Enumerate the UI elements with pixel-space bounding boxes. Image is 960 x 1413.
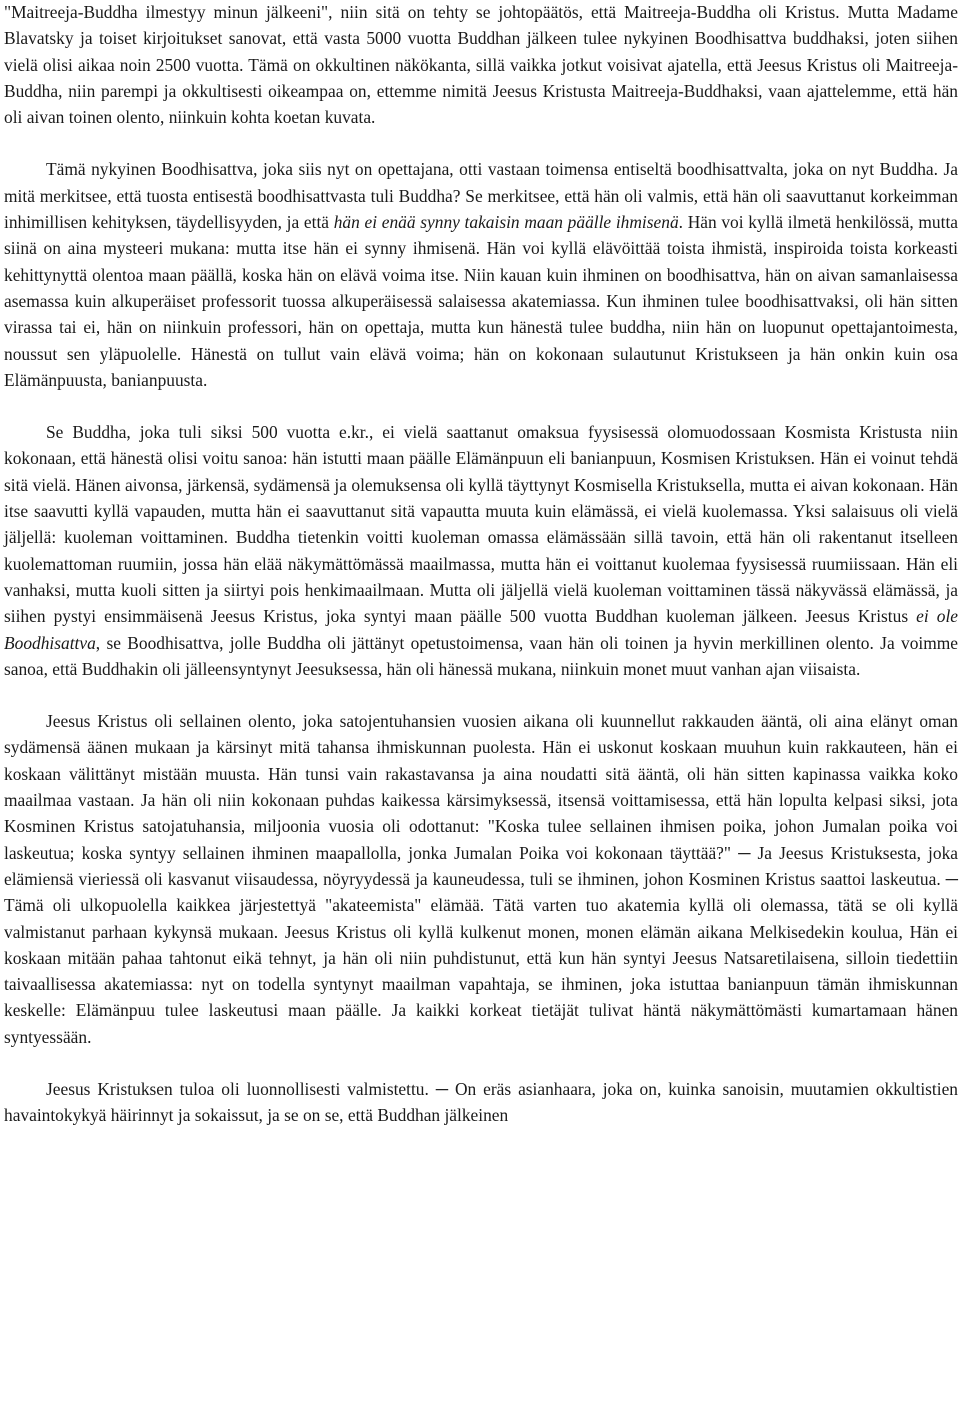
paragraph-3-text-b: , se Boodhisattva, jolle Buddha oli jättänyt opetustoimensa, vaan hän oli toinen ja hyvin merkillinen olento. Ja voimme sanoa, että Buddhakin oli jälleensyntynyt Jeesuksessa, hän oli hänessä mukana, niinkuin monet muut vanhan ajan viisaista.: [4, 632, 958, 679]
paragraph-2-text-a: Tämä nykyinen Boodhisattva, joka siis nyt on opettajana, otti vastaan toimensa entiseltä boodhisattvalta, joka on nyt Buddha. Ja mitä merkitsee, että tuosta entisestä boodhisattvasta tuli Buddha? Se merkitsee, että hän oli valmis, että hän oli saavuttanut korkeimman inhimillisen kehityksen, täydellisyyden, ja että: [4, 159, 958, 233]
paragraph-3-text-a: Se Buddha, joka tuli siksi 500 vuotta e.kr., ei vielä saattanut omaksua fyysisessä olomuodossaan Kosmista Kristusta niin kokonaan, että hänestä olisi voitu sanoa: hän istutti maan päälle Elämänpuun eli banianpuun, Kosmisen Kristuksen. Hän ei voinut tehdä sitä vielä. Hänen aivonsa, järkensä, sydämensä ja olemuksensa oli kyllä täyttynyt Kosmisella Kristuksella, mutta ei aivan kokonaan. Hän itse saavutti kyllä vapauden, mutta hän ei saavuttanut sitä vapautta muuta kuin elämässä, ei vielä kuolemassa. Yksi salaisuus oli vielä jäljellä: kuoleman voittaminen. Buddha tietenkin voitti kuoleman omassa elämässään sillä tavoin, että hän oli rakentanut itselleen kuolemattoman ruumiin, jossa hän elää näkymättömässä maailmassa, mutta hän ei voittanut kuolemaa fyysisessä ruumiissaan. Hän eli vanhaksi, mutta kuoli sitten ja siirtyi pois henkimaailmaan. Mutta oli jäljellä vielä kuoleman voittaminen tässä näkyvässä elämässä, ja siihen pystyi ensimmäisenä Jeesus Kristus, joka syntyi maan päälle 500 vuotta Buddhan kuoleman jälkeen. Jeesus Kristus: [4, 422, 958, 627]
paragraph-2-italic: hän ei enää synny takaisin maan päälle ihmisenä: [333, 212, 679, 233]
paragraph-gap: [4, 130, 958, 156]
paragraph-3: [4, 419, 958, 682]
document-page: [4, 0, 958, 1129]
paragraph-gap: [4, 1050, 958, 1076]
paragraph-2-text-b: . Hän voi kyllä ilmetä henkilössä, mutta siinä on aina mysteeri mukana: mutta itse hän ei synny ihmisenä. Hän voi kyllä elävöittää toista ihmistä, inspiroida toista korkeasti kehittynyttä olentoa maan päällä, koska hän on elävä voima itse. Niin kauan kuin ihminen on boodhisattva, hän on aivan samanlaisessa asemassa kuin alkuperäiset professorit tuossa alkuperäisessä salaisessa akatemiassa. Kun ihminen tulee boodhisattvaksi, oli hän sitten virassa tai ei, hän on niinkuin professori, hän on opettaja, mutta kun hänestä tulee buddha, niin hän on luopunut opettajantoimesta, noussut sen yläpuolelle. Hänestä on tullut vain elävä voima; hän on kokonaan sulautunut Kristukseen ja hän onkin kuin osa Elämänpuusta, banianpuusta.: [4, 212, 958, 390]
paragraph-5-text: Jeesus Kristuksen tuloa oli luonnollisesti valmistettu. ─ On eräs asianhaara, joka on, kuinka sanoisin, muutamien okkultistien havaintokykyä häirinnyt ja sokaissut, ja se on se, että Buddhan jälkeinen: [4, 1078, 958, 1126]
paragraph-gap: [4, 682, 958, 708]
paragraph-5: [4, 1076, 958, 1129]
paragraph-3-italic: ei ole Boodhisattva: [4, 606, 958, 653]
paragraph-4-text: Jeesus Kristus oli sellainen olento, joka satojentuhansien vuosien aikana oli kuunnellut rakkauden ääntä, oli aina elänyt oman sydämensä äänen mukaan ja kärsinyt mitä tahansa ihmiskunnan puolesta. Hän ei uskonut koskaan muuhun kuin rakkauteen, hän ei koskaan välittänyt mistään muusta. Hän tunsi vain rakastavansa ja aina noudatti sitä ääntä, oli hän sitten kapinassa vaikka koko maailmaa vastaan. Ja hän oli niin kokonaan puhdas kaikessa kärsimyksessä, itsensä voittamisessa, että hän lopulta kelpasi siksi, jota Kosminen Kristus satojatuhansia, miljoonia vuosia oli odottanut: "Koska tulee sellainen ihmisen poika, johon Jumalan poika voi laskeutua; koska syntyy sellainen ihminen maapallolla, jonka Jumalan Poika voi kokonaan täyttää?" ─ Ja Jeesus Kristuksesta, joka elämiensä vieriessä oli kasvanut viisaudessa, nöyryydessä ja kauneudessa, tuli se ihminen, johon Kosminen Kristus saattoi laskeutua. ─ Tämä oli ulkopuolella kaikkea järjestettyä "akateemista" elämää. Tätä varten tuo akatemia kyllä oli olemassa, tätä se oli kyllä valmistanut parhaan kykynsä mukaan. Jeesus Kristus oli kyllä kulkenut monen, monen elämän aikana Melkisedekin koulua, Hän ei koskaan mitään pahaa tahtonut eikä tehnyt, ja hän oli niin puhdistunut, että kun hän syntyi Jeesus Natsaretilaisena, silloin tiedettiin taivaallisessa akatemiassa: nyt on todella syntynyt maailman vapahtaja, se ihminen, joka istuttaa banianpuun tämän ihmiskunnan keskelle: Elämänpuu tulee laskeutusi maan päälle. Ja kaikki korkeat tietäjät tulivat häntä näkymättömästi kumartamaan hänen syntyessään.: [4, 711, 958, 1047]
paragraph-1-text: "Maitreeja-Buddha ilmestyy minun jälkeeni", niin sitä on tehty se johtopäätös, että Maitreeja-Buddha oli Kristus. Mutta Madame Blavatsky ja toiset kirjoitukset sanovat, että vasta 5000 vuotta Buddhan jälkeen tulee nykyinen Boodhisattva buddhaksi, joten siihen vielä olisi aikaa noin 2500 vuotta. Tämä on okkultinen näkökanta, sillä vaikka jotkut voisivat ajatella, että Jeesus Kristus oli Maitreeja-Buddha, niin parempi ja okkultisesti oikeampaa on, ettemme nimitä Jeesus Kristusta Maitreeja-Buddhaksi, vaan ajattelemme, että hän oli aivan toinen olento, niinkuin kohta koetan kuvata.: [4, 2, 958, 128]
paragraph-2: [4, 156, 958, 393]
paragraph-4: [4, 708, 958, 1050]
paragraph-1: [4, 0, 958, 130]
paragraph-gap: [4, 393, 958, 419]
